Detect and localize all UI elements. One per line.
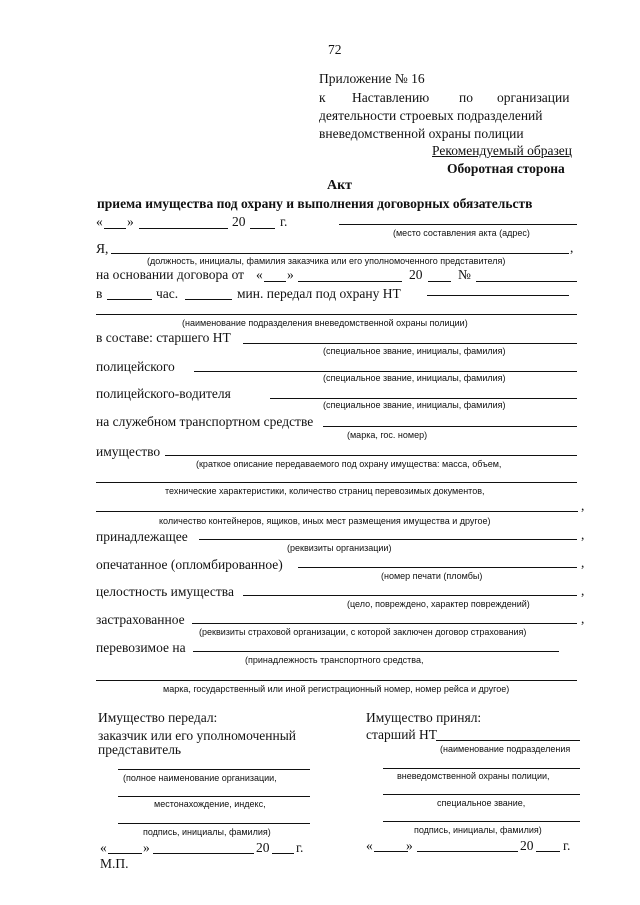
received-date-year-field[interactable] xyxy=(536,851,560,852)
integrity-field[interactable] xyxy=(243,595,577,596)
handed-date-year: 20 xyxy=(256,840,270,855)
received-unit-field[interactable] xyxy=(383,768,580,769)
received-senior-field[interactable] xyxy=(436,740,580,741)
insured-field[interactable] xyxy=(192,623,577,624)
appendix-line-4: вневедомственной охраны полиции xyxy=(319,126,524,141)
sealed-comma: , xyxy=(581,555,585,570)
integrity-comma: , xyxy=(581,583,585,598)
ya-caption: (должность, инициалы, фамилия заказчика или его уполномоченного представителя) xyxy=(147,256,506,266)
belonging-caption: (реквизиты организации) xyxy=(287,543,392,553)
transfer-minutes-label: мин. передал под охрану НТ xyxy=(237,286,401,301)
senior-label: в составе: старшего НТ xyxy=(96,330,231,345)
recommended-sample: Рекомендуемый образец xyxy=(432,143,573,158)
contract-day-field[interactable] xyxy=(264,281,286,282)
contract-number-sign: № xyxy=(458,267,471,282)
received-rank-field[interactable] xyxy=(383,794,580,795)
integrity-caption: (цело, повреждено, характер повреждений) xyxy=(347,599,530,609)
handed-signature-field[interactable] xyxy=(118,823,310,824)
vehicle-caption: (марка, гос. номер) xyxy=(347,430,428,440)
integrity-label: целостность имущества xyxy=(96,584,234,599)
nt-caption: (наименование подразделения вневедомственной охраны полиции) xyxy=(182,318,468,328)
handed-date-open: « xyxy=(100,840,107,855)
vehicle-field[interactable] xyxy=(323,426,577,427)
driver-field[interactable] xyxy=(270,398,577,399)
handed-line-1: заказчик или его уполномоченный xyxy=(98,728,297,743)
contract-year-field[interactable] xyxy=(428,281,451,282)
received-caption-1: (наименование подразделения xyxy=(440,744,571,754)
contract-number-field[interactable] xyxy=(476,281,577,282)
handed-address-field[interactable] xyxy=(118,796,310,797)
contract-year-prefix: 20 xyxy=(409,267,423,282)
property-caption-1: (краткое описание передаваемого под охрану имущества: масса, объем, xyxy=(196,459,502,469)
date-suffix: г. xyxy=(280,214,288,229)
belonging-field[interactable] xyxy=(199,539,577,540)
handed-date-month[interactable] xyxy=(153,853,254,854)
contract-month-field[interactable] xyxy=(298,281,402,282)
handed-date-day[interactable] xyxy=(108,853,142,854)
date-close-quote: » xyxy=(127,214,134,229)
property-label: имущество xyxy=(96,444,161,459)
handed-date-suffix: г. xyxy=(296,840,304,855)
received-caption-4: подпись, инициалы, фамилия) xyxy=(414,825,542,835)
transported-field-2[interactable] xyxy=(96,680,577,681)
date-year-prefix: 20 xyxy=(232,214,246,229)
appendix-line-2a: к xyxy=(319,90,326,105)
transported-field-1[interactable] xyxy=(193,651,559,652)
appendix-line-3: деятельности строевых подразделений xyxy=(319,108,543,123)
transfer-hours-field[interactable] xyxy=(107,299,152,300)
senior-field[interactable] xyxy=(243,343,577,344)
act-subtitle: приема имущества под охрану и выполнения договорных обязательств xyxy=(97,196,533,211)
insured-caption: (реквизиты страховой организации, с которой заключен договор страхования) xyxy=(199,627,527,637)
handed-date-close: » xyxy=(143,840,150,855)
act-title: Акт xyxy=(327,178,353,193)
appendix-line-2b: Наставлению xyxy=(352,90,430,105)
insured-comma: , xyxy=(581,611,585,626)
ya-field[interactable] xyxy=(111,253,569,254)
contract-open-quote: « xyxy=(256,267,263,282)
property-field-3[interactable] xyxy=(96,511,578,512)
received-line-1: старший НТ xyxy=(366,727,438,742)
received-date-close: » xyxy=(406,838,413,853)
transported-caption-1: (принадлежность транспортного средства, xyxy=(245,655,424,665)
appendix-line-2c: по xyxy=(459,90,473,105)
reverse-side-label: Оборотная сторона xyxy=(447,161,565,176)
insured-label: застрахованное xyxy=(96,612,185,627)
property-caption-2: технические характеристики, количество страниц перевозимых документов, xyxy=(165,486,485,496)
senior-caption: (специальное звание, инициалы, фамилия) xyxy=(323,346,506,356)
sealed-field[interactable] xyxy=(298,567,577,568)
date-day-field[interactable] xyxy=(104,228,126,229)
officer-label: полицейского xyxy=(96,359,175,374)
property-comma: , xyxy=(581,498,585,513)
belonging-comma: , xyxy=(581,527,585,542)
place-caption: (место составления акта (адрес) xyxy=(393,228,530,238)
transfer-nt-field[interactable] xyxy=(427,295,569,296)
date-month-field[interactable] xyxy=(139,228,228,229)
contract-label: на основании договора от xyxy=(96,267,245,282)
received-date-day[interactable] xyxy=(374,851,408,852)
page-number: 72 xyxy=(328,42,342,57)
handed-caption-2: местонахождение, индекс, xyxy=(154,799,266,809)
appendix-line-1: Приложение № 16 xyxy=(319,71,425,86)
contract-close-quote: » xyxy=(287,267,294,282)
transfer-hours-label: час. xyxy=(156,286,179,301)
received-date-year: 20 xyxy=(520,838,534,853)
transported-label: перевозимое на xyxy=(96,640,186,655)
handed-caption-1: (полное наименование организации, xyxy=(123,773,277,783)
received-date-suffix: г. xyxy=(563,838,571,853)
received-date-open: « xyxy=(366,838,373,853)
sealed-caption: (номер печати (пломбы) xyxy=(381,571,483,581)
handed-title: Имущество передал: xyxy=(98,710,218,725)
property-field-1[interactable] xyxy=(165,455,577,456)
appendix-line-2d: организации xyxy=(497,90,570,105)
handed-line-2: представитель xyxy=(98,742,182,757)
property-caption-3: количество контейнеров, ящиков, иных мест размещения имущества и другое) xyxy=(159,516,491,526)
vehicle-label: на служебном транспортном средстве xyxy=(96,414,314,429)
officer-field[interactable] xyxy=(194,371,577,372)
received-title: Имущество принял: xyxy=(366,710,482,725)
received-caption-2: вневедомственной охраны полиции, xyxy=(397,771,550,781)
ya-comma: , xyxy=(570,240,574,255)
date-year-field[interactable] xyxy=(250,228,275,229)
transfer-minutes-field[interactable] xyxy=(185,299,232,300)
belonging-label: принадлежащее xyxy=(96,529,188,544)
handed-caption-3: подпись, инициалы, фамилия) xyxy=(143,827,271,837)
received-date-month[interactable] xyxy=(417,851,518,852)
received-caption-3: специальное звание, xyxy=(437,798,526,808)
driver-label: полицейского-водителя xyxy=(96,386,231,401)
property-field-2[interactable] xyxy=(96,482,577,483)
driver-caption: (специальное звание, инициалы, фамилия) xyxy=(323,400,506,410)
sealed-label: опечатанное (опломбированное) xyxy=(96,557,283,572)
date-open-quote: « xyxy=(96,214,103,229)
handed-date-year-field[interactable] xyxy=(272,853,294,854)
ya-label: Я, xyxy=(96,241,109,256)
handed-org-field[interactable] xyxy=(118,769,310,770)
transported-caption-2: марка, государственный или иной регистрационный номер, номер рейса и другое) xyxy=(163,684,510,694)
stamp-place-label: М.П. xyxy=(100,856,129,871)
received-signature-field[interactable] xyxy=(383,821,580,822)
place-field[interactable] xyxy=(339,224,577,225)
nt-name-field[interactable] xyxy=(96,314,577,315)
officer-caption: (специальное звание, инициалы, фамилия) xyxy=(323,373,506,383)
transfer-prefix: в xyxy=(96,286,103,301)
